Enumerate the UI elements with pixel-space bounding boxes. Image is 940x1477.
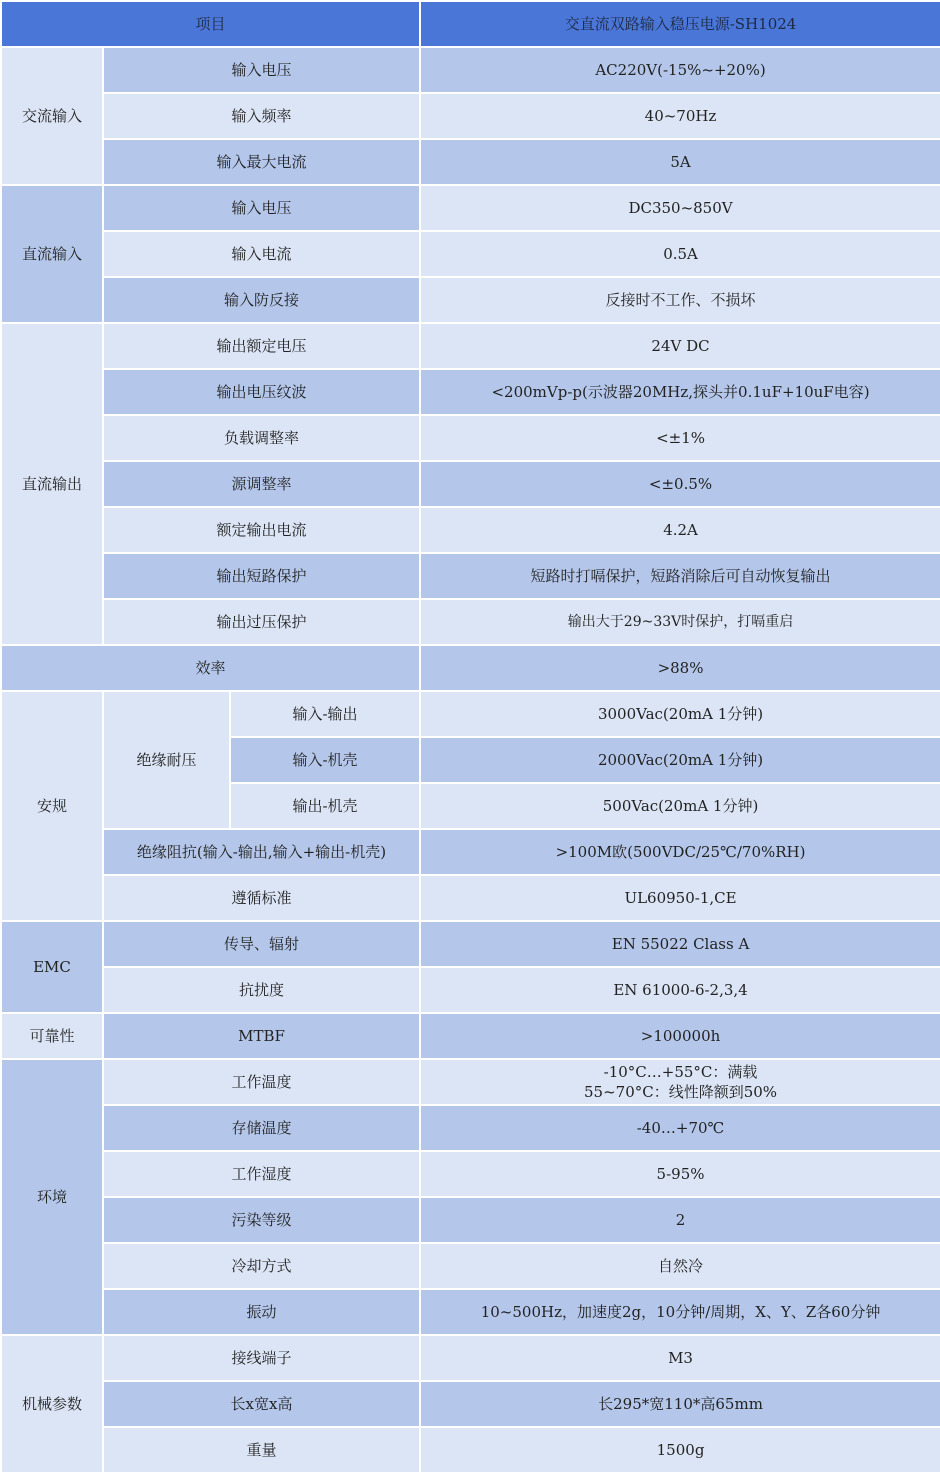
table-row (1, 1105, 940, 1151)
work-temp-line-1: -10°C…+55°C：满载 (603, 1063, 758, 1081)
row-value: 0.5A (420, 231, 940, 277)
table-row (1, 1059, 940, 1105)
row-value: 1500g (420, 1427, 940, 1473)
table-row (1, 369, 940, 415)
row-label: 输入电压 (103, 47, 420, 93)
table-row (1, 1243, 940, 1289)
table-row (1, 691, 940, 737)
row-value: 5A (420, 139, 940, 185)
row-value: 自然冷 (420, 1243, 940, 1289)
row-value: DC350~850V (420, 185, 940, 231)
row-label: 输入电压 (103, 185, 420, 231)
table-row (1, 1335, 940, 1381)
row-value: M3 (420, 1335, 940, 1381)
row-value (420, 1059, 940, 1105)
row-label: 输出短路保护 (103, 553, 420, 599)
header-row (1, 1, 940, 47)
table-row (1, 231, 940, 277)
row-value: EN 55022 Class A (420, 921, 940, 967)
row-label: 源调整率 (103, 461, 420, 507)
row-value: 短路时打嗝保护，短路消除后可自动恢复输出 (420, 553, 940, 599)
row-label: 存储温度 (103, 1105, 420, 1151)
table-row (1, 93, 940, 139)
group-environment: 环境 (1, 1059, 103, 1335)
row-value: AC220V(-15%~+20%) (420, 47, 940, 93)
row-label: 冷却方式 (103, 1243, 420, 1289)
row-label: 输入防反接 (103, 277, 420, 323)
row-label: 振动 (103, 1289, 420, 1335)
table-row (1, 1427, 940, 1473)
row-value: 4.2A (420, 507, 940, 553)
row-value: >100000h (420, 1013, 940, 1059)
row-value: >100M欧(500VDC/25℃/70%RH) (420, 829, 940, 875)
row-value: <200mVp-p(示波器20MHz,探头并0.1uF+10uF电容) (420, 369, 940, 415)
table-row (1, 47, 940, 93)
row-label: 遵循标准 (103, 875, 420, 921)
row-label: 绝缘阻抗(输入-输出,输入+输出-机壳) (103, 829, 420, 875)
row-label: 工作湿度 (103, 1151, 420, 1197)
row-value: 500Vac(20mA 1分钟) (420, 783, 940, 829)
row-label: 工作温度 (103, 1059, 420, 1105)
row-value: 24V DC (420, 323, 940, 369)
efficiency-label: 效率 (1, 645, 420, 691)
table-row (1, 645, 940, 691)
table-row (1, 507, 940, 553)
group-safety: 安规 (1, 691, 103, 921)
row-label: 输入-输出 (230, 691, 420, 737)
efficiency-value: >88% (420, 645, 940, 691)
table-row (1, 1197, 940, 1243)
row-value: -40…+70℃ (420, 1105, 940, 1151)
row-value: 2000Vac(20mA 1分钟) (420, 737, 940, 783)
group-reliability: 可靠性 (1, 1013, 103, 1059)
row-label: 负载调整率 (103, 415, 420, 461)
work-temp-line-2: 55~70°C：线性降额到50% (584, 1083, 778, 1101)
table-row (1, 553, 940, 599)
row-value: 长295*宽110*高65mm (420, 1381, 940, 1427)
row-value: 2 (420, 1197, 940, 1243)
group-dc-input: 直流输入 (1, 185, 103, 323)
table-row (1, 461, 940, 507)
row-label: 输出额定电压 (103, 323, 420, 369)
row-label: 输入频率 (103, 93, 420, 139)
row-label: 输出电压纹波 (103, 369, 420, 415)
table-row (1, 415, 940, 461)
table-row (1, 967, 940, 1013)
table-row (1, 1013, 940, 1059)
row-label: 输入最大电流 (103, 139, 420, 185)
table-row (1, 277, 940, 323)
row-value: <±1% (420, 415, 940, 461)
row-label: 污染等级 (103, 1197, 420, 1243)
table-row (1, 139, 940, 185)
table-row (1, 185, 940, 231)
insulation-label: 绝缘耐压 (103, 691, 230, 829)
group-ac-input: 交流输入 (1, 47, 103, 185)
row-value: 3000Vac(20mA 1分钟) (420, 691, 940, 737)
row-value: EN 61000-6-2,3,4 (420, 967, 940, 1013)
table-row (1, 1151, 940, 1197)
header-product: 交直流双路输入稳压电源-SH1024 (420, 1, 940, 47)
group-dc-output: 直流输出 (1, 323, 103, 645)
row-value: 10~500Hz，加速度2g，10分钟/周期，X、Y、Z各60分钟 (420, 1289, 940, 1335)
row-label: 输入-机壳 (230, 737, 420, 783)
row-label: 输出-机壳 (230, 783, 420, 829)
table-row (1, 1381, 940, 1427)
row-label: 传导、辐射 (103, 921, 420, 967)
group-emc: EMC (1, 921, 103, 1013)
table-row (1, 1289, 940, 1335)
row-value: 40~70Hz (420, 93, 940, 139)
row-label: 抗扰度 (103, 967, 420, 1013)
row-label: 接线端子 (103, 1335, 420, 1381)
row-value: UL60950-1,CE (420, 875, 940, 921)
row-label: 额定输出电流 (103, 507, 420, 553)
row-value: <±0.5% (420, 461, 940, 507)
row-label: 输出过压保护 (103, 599, 420, 645)
header-item: 项目 (1, 1, 420, 47)
row-value: 反接时不工作、不损坏 (420, 277, 940, 323)
table-row (1, 875, 940, 921)
table-row (1, 921, 940, 967)
table-row (1, 323, 940, 369)
table-row (1, 829, 940, 875)
row-value: 输出大于29~33V时保护，打嗝重启 (420, 599, 940, 645)
row-label: 长x宽x高 (103, 1381, 420, 1427)
table-row (1, 599, 940, 645)
row-label: MTBF (103, 1013, 420, 1059)
row-label: 重量 (103, 1427, 420, 1473)
row-value: 5-95% (420, 1151, 940, 1197)
group-mechanical: 机械参数 (1, 1335, 103, 1473)
row-label: 输入电流 (103, 231, 420, 277)
